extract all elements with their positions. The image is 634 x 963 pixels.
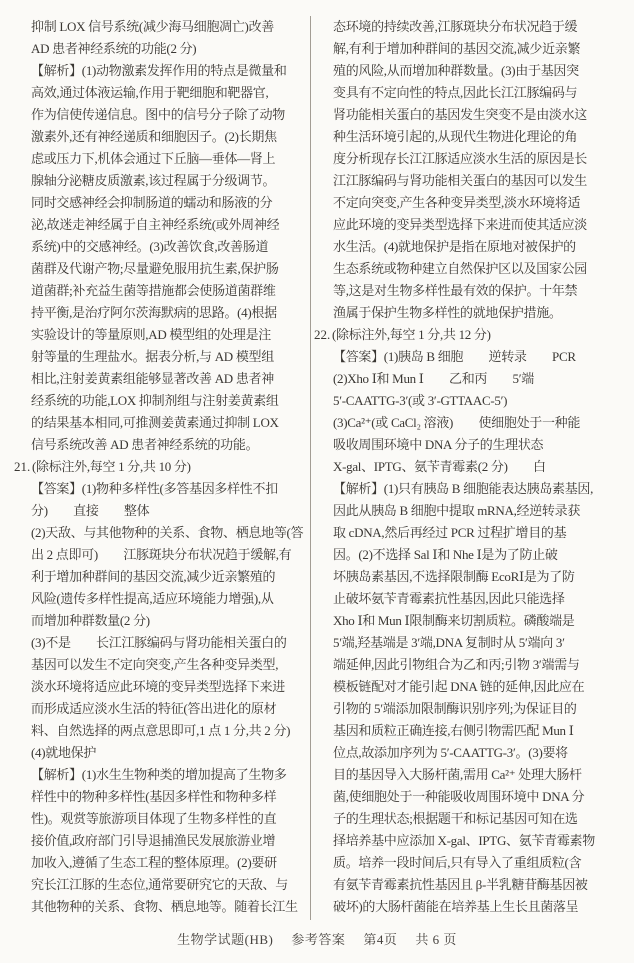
line-text: 经系统的功能,LOX 抑制剂组与注射姜黄素组 — [31, 393, 279, 408]
line-text: 激素外,还有神经递质和细胞因子。(2)长期焦 — [31, 129, 277, 144]
line-text: 而增加种群数量(2 分) — [31, 613, 150, 628]
text-line — [314, 544, 631, 566]
question-number: 21. — [14, 459, 31, 474]
text-line — [314, 104, 631, 126]
text-line — [314, 82, 631, 104]
text-line — [314, 346, 631, 368]
line-text: 射等量的生理盐水。据表分析,与 AD 模型组 — [31, 349, 274, 364]
text-line — [314, 434, 631, 456]
text-line — [314, 566, 631, 588]
line-text: 引物的 5′端添加限制酶识别序列;为保证目的 — [333, 701, 577, 716]
line-text: 高效,通过体液运输,作用于靶细胞和靶器官, — [31, 85, 269, 100]
line-text: (2)Xho Ⅰ和 Mun Ⅰ 乙和丙 5′端 — [333, 371, 534, 386]
text-line — [14, 170, 310, 192]
text-line — [14, 720, 310, 742]
text-line — [14, 346, 310, 368]
text-line — [314, 38, 631, 60]
line-text: 虑或压力下,机体会通过下丘脑—垂体—肾上 — [31, 151, 276, 166]
text-line — [14, 434, 310, 456]
text-line — [314, 632, 631, 654]
text-line — [14, 566, 310, 588]
line-text: 不定向突变,产生各种变异类型,淡水环境将适 — [333, 195, 581, 210]
line-text: (除标注外,每空 1 分,共 10 分) — [32, 459, 191, 474]
text-line — [14, 764, 310, 786]
line-text: 同时交感神经会抑制肠道的蠕动和肠液的分 — [31, 195, 273, 210]
line-text: 【解析】(1)水生生物种类的增加提高了生物多 — [31, 767, 287, 782]
line-text: 菌,使细胞处于一种能吸收周围环境中 DNA 分 — [333, 789, 585, 804]
text-line — [314, 786, 631, 808]
line-text: 的结果基本相同,可推测姜黄素通过抑制 LOX — [31, 415, 279, 430]
text-line — [14, 104, 310, 126]
text-line — [314, 368, 631, 390]
text-line — [14, 654, 310, 676]
text-line — [14, 148, 310, 170]
text-line — [314, 412, 631, 434]
line-text: 分) 直接 整体 — [31, 503, 150, 518]
line-text: 态环境的持续改善,江豚斑块分布状况趋于缓 — [333, 19, 578, 34]
text-line — [14, 126, 310, 148]
text-line — [314, 610, 631, 632]
text-line — [14, 324, 310, 346]
text-line — [314, 456, 631, 478]
line-text: 作为信使传递信息。图中的信号分子除了动物 — [31, 107, 286, 122]
line-text: 性)。观赏等旅游项目体现了生物多样性的直 — [31, 811, 277, 826]
page-footer — [0, 930, 634, 950]
text-line — [314, 60, 631, 82]
text-line — [314, 852, 631, 874]
line-text: 殖的风险,从而增加种群数量。(3)由于基因突 — [333, 63, 579, 78]
line-text: 菌群及代谢产物;尽量避免服用抗生素,保护肠 — [31, 261, 279, 276]
text-line — [314, 500, 631, 522]
text-line — [14, 786, 310, 808]
line-text: (2)天敌、与其他物种的关系、食物、栖息地等(答 — [31, 525, 304, 540]
text-line — [314, 874, 631, 896]
text-line — [314, 742, 631, 764]
text-line — [314, 192, 631, 214]
line-text: 应此环境的变异类型选择下来进而使其适应淡 — [333, 217, 588, 232]
text-line — [14, 390, 310, 412]
line-text: 淡水环境将适应此环境的变异类型选择下来进 — [31, 679, 286, 694]
line-text: 【解析】(1)动物激素发挥作用的特点是微量和 — [31, 63, 287, 78]
text-line — [314, 522, 631, 544]
line-text: (3)Ca²⁺(或 CaCl₂ 溶液) 使细胞处于一种能 — [333, 415, 581, 430]
line-text: 系统)中的交感神经。(3)改善饮食,改善肠道 — [31, 239, 269, 254]
text-line — [314, 170, 631, 192]
text-line — [314, 126, 631, 148]
line-text: 坏胰岛素基因,不选择限制酶 EcoRⅠ是为了防 — [333, 569, 575, 584]
footer-section-label: 参考答案 — [291, 932, 346, 947]
line-text: 【答案】(1)物种多样性(多答基因多样性不扣 — [31, 481, 278, 496]
line-text: 相比,注射姜黄素组能够显著改善 AD 患者神 — [31, 371, 274, 386]
text-line — [314, 764, 631, 786]
line-text: 其他物种的关系、食物、栖息地等。随着长江生 — [31, 899, 298, 914]
line-text: 生态系统或物种建立自然保护区以及国家公园 — [333, 261, 588, 276]
line-text: 料、自然选择的两点意思即可,1 点 1 分,共 2 分) — [31, 723, 291, 738]
line-text: 破坏)的大肠杆菌能在培养基上生长且菌落呈 — [333, 899, 579, 914]
line-text: (4)就地保护 — [31, 745, 97, 760]
line-text: 有氨苄青霉素抗性基因且 β-半乳糖苷酶基因被 — [333, 877, 588, 892]
text-line — [14, 698, 310, 720]
text-line — [314, 478, 631, 500]
line-text: 因此从胰岛 B 细胞中提取 mRNA,经逆转录获 — [333, 503, 581, 518]
line-text: 取 cDNA,然后再经过 PCR 过程扩增目的基 — [333, 525, 567, 540]
line-text: 5′-CAATTG-3′(或 3′-GTTAAC-5′) — [333, 393, 508, 408]
line-text: 等,这是对生物多样性最有效的保护。十年禁 — [333, 283, 578, 298]
text-line — [14, 522, 310, 544]
footer-page-number: 第4页 — [363, 932, 398, 947]
line-text: Xho Ⅰ和 Mun Ⅰ限制酶来切割质粒。磷酸端是 — [333, 613, 575, 628]
text-line — [314, 896, 631, 918]
text-line — [14, 214, 310, 236]
text-line — [14, 500, 310, 522]
line-text: 基因和质粒正确连接,右侧引物需匹配 Mun Ⅰ — [333, 723, 574, 738]
line-text: 度分析现存长江江豚适应淡水生活的原因是长 — [333, 151, 588, 166]
line-text: 端延伸,因此引物组合为乙和丙;引物 3′端需与 — [333, 657, 580, 672]
text-line — [314, 654, 631, 676]
line-text: 抑制 LOX 信号系统(减少海马细胞凋亡)改善 — [31, 19, 274, 34]
left-column — [0, 16, 310, 918]
line-text: 种生活环境引起的,从现代生物进化理论的角 — [333, 129, 578, 144]
line-text: 水生活。(4)就地保护是指在原地对被保护的 — [333, 239, 576, 254]
text-line — [14, 830, 310, 852]
line-text: 因。(2)不选择 Sal Ⅰ和 Nhe Ⅰ是为了防止破 — [333, 547, 558, 562]
text-line — [14, 368, 310, 390]
line-text: 【解析】(1)只有胰岛 B 细胞能表达胰岛素基因, — [333, 481, 594, 496]
footer-exam-title: 生物学试题(HB) — [177, 932, 274, 947]
line-text: 位点,故添加序列为 5′-CAATTG-3′。(3)要将 — [333, 745, 568, 760]
text-line — [314, 720, 631, 742]
text-line — [14, 742, 310, 764]
text-line — [14, 236, 310, 258]
text-line — [314, 390, 631, 412]
text-line — [314, 148, 631, 170]
text-line — [14, 852, 310, 874]
line-text: 出 2 点即可) 江豚斑块分布状况趋于缓解,有 — [31, 547, 292, 562]
line-text: 江江豚编码与肾功能相关蛋白的基因可以发生 — [333, 173, 588, 188]
footer-total-pages: 共 6 页 — [415, 932, 457, 947]
line-text: 子的生理状态;根据题干和标记基因可知在选 — [333, 811, 578, 826]
text-line — [314, 236, 631, 258]
text-line — [314, 302, 631, 324]
line-text: 而形成适应淡水生活的特征(答出进化的原材 — [31, 701, 277, 716]
text-line — [314, 676, 631, 698]
line-text: 泌,故迷走神经属于自主神经系统(或外周神经 — [31, 217, 280, 232]
text-line — [14, 302, 310, 324]
line-text: AD 患者神经系统的功能(2 分) — [31, 41, 197, 56]
text-line — [14, 280, 310, 302]
text-line — [314, 16, 631, 38]
line-text: 实验设计的等量原则,AD 模型组的处理是注 — [31, 327, 271, 342]
text-line — [14, 478, 310, 500]
text-line — [314, 280, 631, 302]
text-line — [314, 324, 631, 346]
text-line — [14, 896, 310, 918]
text-line — [14, 456, 310, 478]
text-line — [14, 192, 310, 214]
line-text: 道菌群;补充益生菌等措施都会使肠道菌群维 — [31, 283, 276, 298]
text-line — [14, 588, 310, 610]
text-line — [14, 874, 310, 896]
text-line — [314, 258, 631, 280]
text-line — [14, 544, 310, 566]
text-line — [314, 698, 631, 720]
line-text: 5′端,羟基端是 3′端,DNA 复制时从 5′端向 3′ — [333, 635, 565, 650]
line-text: 接价值,政府部门引导退捕渔民发展旅游业增 — [31, 833, 276, 848]
line-text: (除标注外,每空 1 分,共 12 分) — [332, 327, 491, 342]
line-text: 解,有利于增加种群间的基因交流,减少近亲繁 — [333, 41, 581, 56]
text-line — [14, 632, 310, 654]
line-text: (3)不是 长江江豚编码与肾功能相关蛋白的 — [31, 635, 287, 650]
text-line — [314, 808, 631, 830]
text-line — [14, 808, 310, 830]
line-text: 基因可以发生不定向突变,产生各种变异类型, — [31, 657, 279, 672]
text-line — [14, 16, 310, 38]
line-text: X-gal、IPTG、氨苄青霉素(2 分) 白 — [333, 459, 546, 474]
text-line — [14, 610, 310, 632]
line-text: 腺轴分泌糖皮质激素,该过程属于分级调节。 — [31, 173, 276, 188]
text-line — [14, 676, 310, 698]
line-text: 择培养基中应添加 X-gal、IPTG、氨苄青霉素物 — [333, 833, 595, 848]
line-text: 目的基因导入大肠杆菌,需用 Ca²⁺ 处理大肠杆 — [333, 767, 582, 782]
text-line — [14, 38, 310, 60]
text-line — [14, 60, 310, 82]
text-line — [14, 258, 310, 280]
line-text: 加收入,遵循了生态工程的整体原理。(2)要研 — [31, 855, 277, 870]
question-number: 22. — [314, 327, 331, 342]
line-text: 肾功能相关蛋白的基因发生突变不是由淡水这 — [333, 107, 588, 122]
line-text: 究长江江豚的生态位,通常要研究它的天敌、与 — [31, 877, 288, 892]
text-line — [314, 588, 631, 610]
text-line — [14, 82, 310, 104]
line-text: 止破坏氨苄青霉素抗性基因,因此只能选择 — [333, 591, 565, 606]
text-line — [14, 412, 310, 434]
line-text: 风险(遗传多样性提高,适应环境能力增强),从 — [31, 591, 274, 606]
text-line — [314, 214, 631, 236]
right-column — [311, 16, 631, 918]
line-text: 持平衡,是治疗阿尔茨海默病的思路。(4)根据 — [31, 305, 277, 320]
text-line — [314, 830, 631, 852]
line-text: 利于增加种群间的基因交流,减少近亲繁殖的 — [31, 569, 276, 584]
line-text: 渔属于保护生物多样性的就地保护措施。 — [333, 305, 562, 320]
line-text: 质。培养一段时间后,只有导入了重组质粒(含 — [333, 855, 582, 870]
line-text: 变具有不定向性的特点,因此长江江豚编码与 — [333, 85, 578, 100]
line-text: 吸收周围环境中 DNA 分子的生理状态 — [333, 437, 544, 452]
line-text: 信号系统改善 AD 患者神经系统的功能。 — [31, 437, 259, 452]
line-text: 【答案】(1)胰岛 B 细胞 逆转录 PCR — [333, 349, 576, 364]
line-text: 样性中的物种多样性(基因多样性和物种多样 — [31, 789, 277, 804]
line-text: 模板链配对才能引起 DNA 链的延伸,因此应在 — [333, 679, 585, 694]
